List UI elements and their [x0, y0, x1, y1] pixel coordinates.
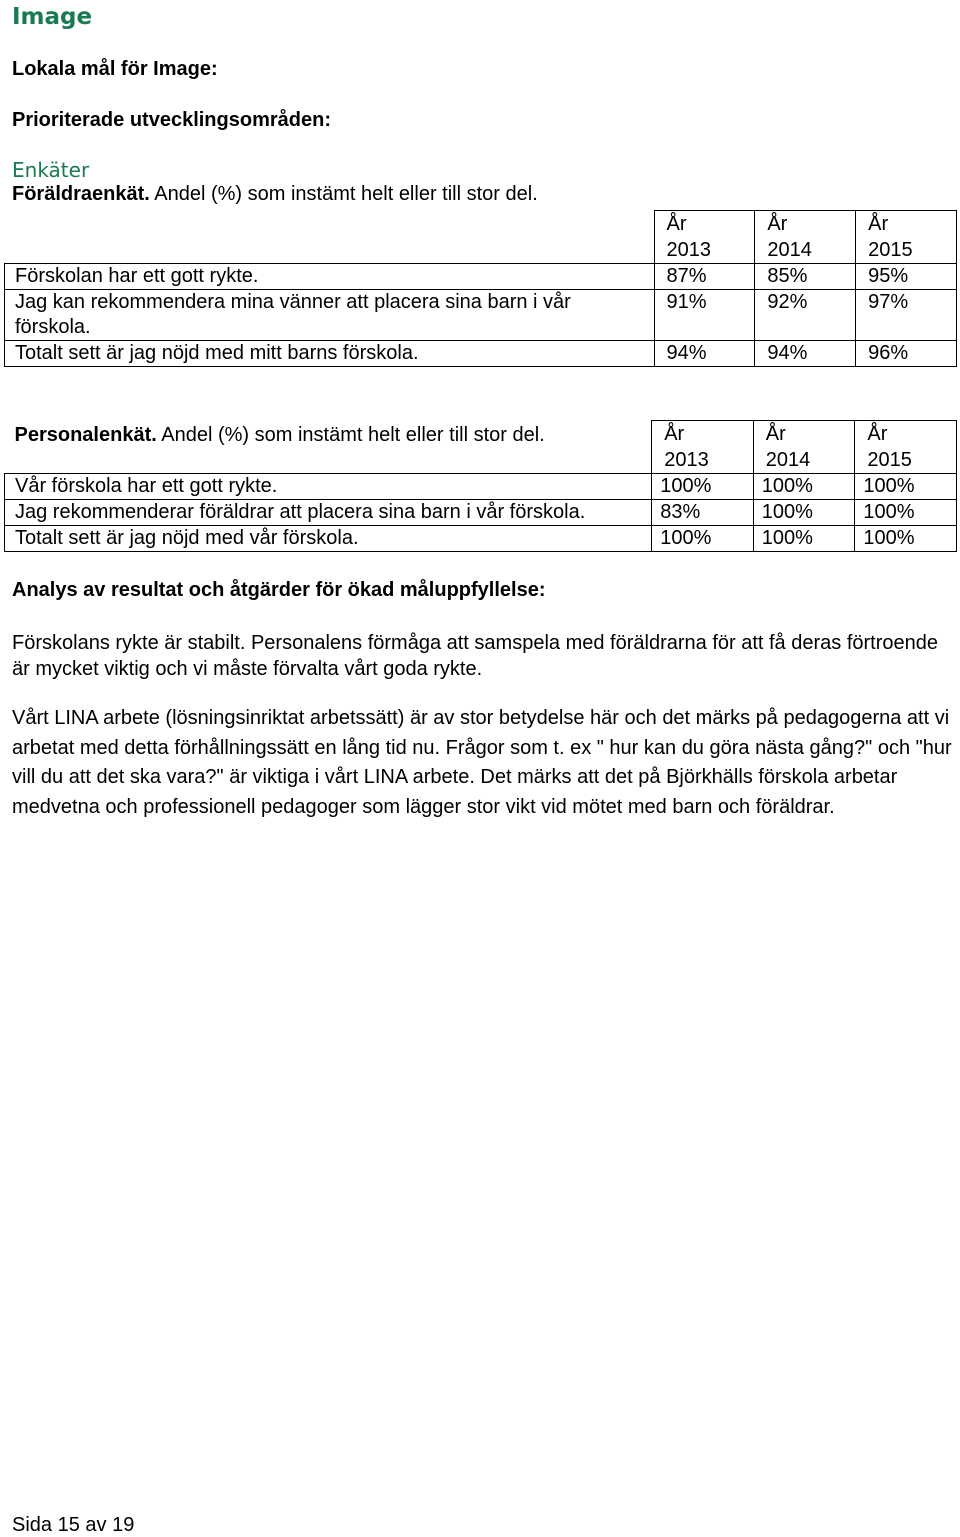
table-header-row: [5, 421, 957, 474]
table-row: [5, 341, 957, 367]
value-cell: 95%: [856, 264, 957, 290]
local-goals-label: Lokala mål för Image:: [12, 58, 218, 80]
question-cell: Förskolan har ett gott rykte.: [5, 264, 655, 290]
value-cell: 85%: [755, 264, 856, 290]
value-cell: 92%: [755, 290, 856, 341]
value-cell: 100%: [753, 526, 855, 552]
value-cell: 91%: [654, 290, 755, 341]
parent-survey-name: Föräldraenkät.: [12, 183, 150, 205]
value-cell: 100%: [855, 474, 957, 500]
table-row: [5, 500, 957, 526]
question-cell: Jag kan rekommendera mina vänner att placera sina barn i vår förskola.: [5, 290, 655, 341]
year-header: År 2015: [856, 211, 957, 264]
section-heading: Enkäter: [12, 158, 90, 182]
analysis-paragraph-2: Vårt LINA arbete (lösningsinriktat arbetssätt) är av stor betydelse här och det märks på pedagogerna att vi arbetat med detta förhållningssätt en lång tid nu. Frågor som t. ex " hur kan du göra nästa gång?" och "hur vill du att det ska vara?" är viktiga i vårt LINA arbete. Det märks att det på Björkhälls förskola arbetar medvetna och professionell pedagoger som lägger stor vikt vid mötet med barn och föräldrar.: [12, 707, 952, 818]
question-cell: Totalt sett är jag nöjd med vår förskola.: [5, 526, 652, 552]
priorities-label: Prioriterade utvecklingsområden:: [12, 109, 331, 131]
year-header: År 2013: [652, 421, 754, 474]
value-cell: 100%: [652, 526, 754, 552]
year-header: År 2014: [753, 421, 855, 474]
question-cell: Totalt sett är jag nöjd med mitt barns förskola.: [5, 341, 655, 367]
year-header: År 2015: [855, 421, 957, 474]
staff-survey-table: [4, 420, 957, 552]
document-title: Image: [12, 4, 93, 30]
parent-survey-table: [4, 210, 957, 367]
value-cell: 100%: [652, 474, 754, 500]
value-cell: 87%: [654, 264, 755, 290]
question-cell: Jag rekommenderar föräldrar att placera sina barn i vår förskola.: [5, 500, 652, 526]
value-cell: 100%: [855, 526, 957, 552]
parent-survey-title: [12, 183, 538, 206]
year-header: År 2014: [755, 211, 856, 264]
value-cell: 100%: [855, 500, 957, 526]
question-cell: Vår förskola har ett gott rykte.: [5, 474, 652, 500]
value-cell: 97%: [856, 290, 957, 341]
page-number: Sida 15 av 19: [12, 1514, 135, 1536]
value-cell: 100%: [753, 474, 855, 500]
analysis-heading: Analys av resultat och åtgärder för ökad måluppfyllelse:: [12, 579, 546, 601]
table-row: [5, 474, 957, 500]
table-row: [5, 290, 957, 341]
parent-survey-desc: Andel (%) som instämt helt eller till stor del.: [149, 183, 538, 205]
value-cell: 94%: [755, 341, 856, 367]
value-cell: 83%: [652, 500, 754, 526]
analysis-paragraph-1: Förskolans rykte är stabilt. Personalens förmåga att samspela med föräldrarna för att få deras förtroende är mycket viktig och vi måste förvalta vårt goda rykte.: [12, 632, 938, 680]
staff-survey-title: [5, 421, 652, 474]
year-header: År 2013: [654, 211, 755, 264]
table-header-row: [5, 211, 957, 264]
staff-survey-name: Personalenkät.: [14, 423, 157, 446]
value-cell: 96%: [856, 341, 957, 367]
staff-survey-desc: Andel (%) som instämt helt eller till stor del.: [156, 423, 545, 446]
table-row: [5, 264, 957, 290]
table-row: [5, 526, 957, 552]
value-cell: 94%: [654, 341, 755, 367]
value-cell: 100%: [753, 500, 855, 526]
